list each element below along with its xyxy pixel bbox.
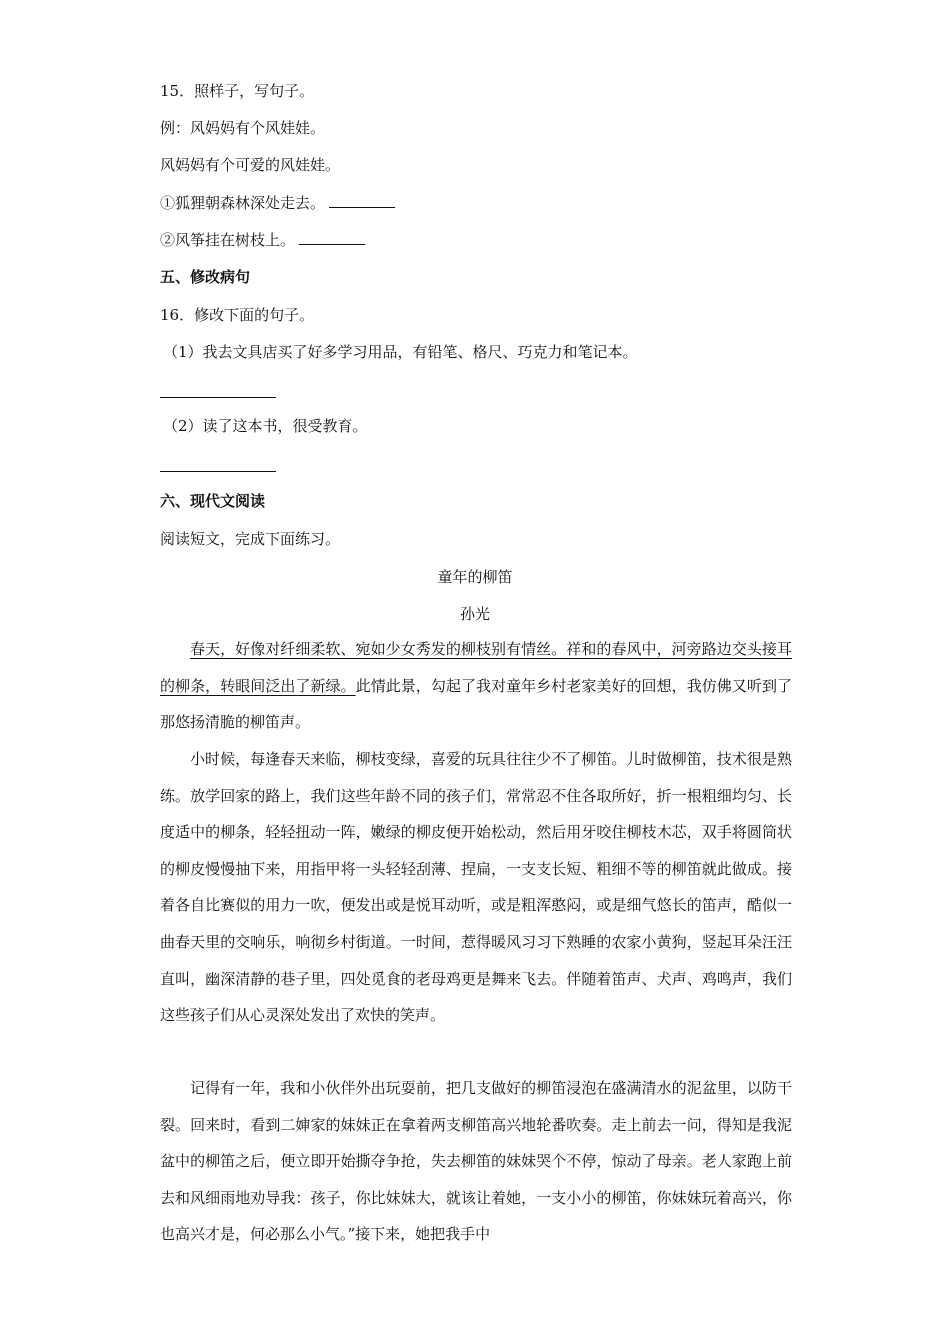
- q15-example: 例：风妈妈有个风娃娃。: [160, 119, 326, 137]
- q15-item-2-text: ②风筝挂在树枝上。: [160, 231, 296, 249]
- article-author: 孙光: [459, 605, 490, 623]
- section-6-title: 六、现代文阅读: [160, 492, 266, 510]
- q15-item-1: [160, 193, 395, 213]
- q15-item-1-blank[interactable]: [329, 193, 395, 208]
- q16-item-2-answer-line[interactable]: [160, 471, 276, 472]
- q15-title: 15．照样子，写句子。: [160, 82, 315, 100]
- q16-item-1: （1）我去文具店买了好多学习用品，有铅笔、格尺、巧克力和笔记本。: [163, 343, 638, 361]
- q15-item-2-blank[interactable]: [299, 230, 365, 245]
- q15-example-answer: 风妈妈有个可爱的风娃娃。: [160, 156, 341, 174]
- q15-item-2: [160, 230, 365, 250]
- q16-item-1-answer-line[interactable]: [160, 397, 276, 398]
- q16-item-2: （2）读了这本书，很受教育。: [163, 417, 368, 435]
- article-paragraph-1-underlined: 春天，好像对纤细柔软、宛如少女秀发的柳枝别有情丝。祥和的春风中，河旁路边交头接耳的柳条，转眼间泛出了新绿。: [160, 640, 792, 695]
- article-paragraph-2: 小时候，每逢春天来临，柳枝变绿，喜爱的玩具往往少不了柳笛。儿时做柳笛，技术很是熟练。放学回家的路上，我们这些年龄不同的孩子们，常常忍不住各取所好，折一根粗细均匀、长度适中的柳条，轻轻扭动一阵，嫩绿的柳皮便开始松动，然后用牙咬住柳枝木芯，双手将圆筒状的柳皮慢慢抽下来，用指甲将一头轻轻刮薄、捏扁，一支支长短、粗细不等的柳笛就此做成。接着各自比赛似的用力一吹，便发出或是悦耳动听，或是粗浑憨闷，或是细气悠长的笛声，酷似一曲春天里的交响乐，响彻乡村街道。一时间，惹得暖风习习下熟睡的农家小黄狗，竖起耳朵汪汪直叫，幽深清静的巷子里，四处觅食的老母鸡更是舞来飞去。伴随着笛声、犬声、鸡鸣声，我们这些孩子们从心灵深处发出了欢快的笑声。: [160, 750, 792, 1025]
- reading-instruction: 阅读短文，完成下面练习。: [160, 530, 341, 548]
- article-paragraph-1-rest: 此情此景，勾起了我对童年乡村老家美好的回想，我仿佛又听到了那悠扬清脆的柳笛声。: [160, 676, 792, 732]
- q15-item-1-text: ①狐狸朝森林深处走去。: [160, 194, 326, 212]
- article-paragraph-1: [160, 631, 792, 741]
- section-5-title: 五、修改病句: [160, 268, 251, 286]
- q16-title: 16．修改下面的句子。: [160, 306, 315, 324]
- article-title: 童年的柳笛: [437, 568, 513, 586]
- article-paragraph-3: 记得有一年，我和小伙伴外出玩耍前，把几支做好的柳笛浸泡在盛满清水的泥盆里，以防干裂。回来时，看到二婶家的妹妹正在拿着两支柳笛高兴地轮番吹奏。走上前去一问，得知是我泥盆中的柳笛之后，便立即开始撕夺争抢，失去柳笛的妹妹哭个不停，惊动了母亲。老人家跑上前去和风细雨地劝导我：孩子，你比妹妹大，就该让着她，一支小小的柳笛，你妹妹玩着高兴，你也高兴才是，何必那么小气。”接下来，她把我手中: [160, 1079, 792, 1244]
